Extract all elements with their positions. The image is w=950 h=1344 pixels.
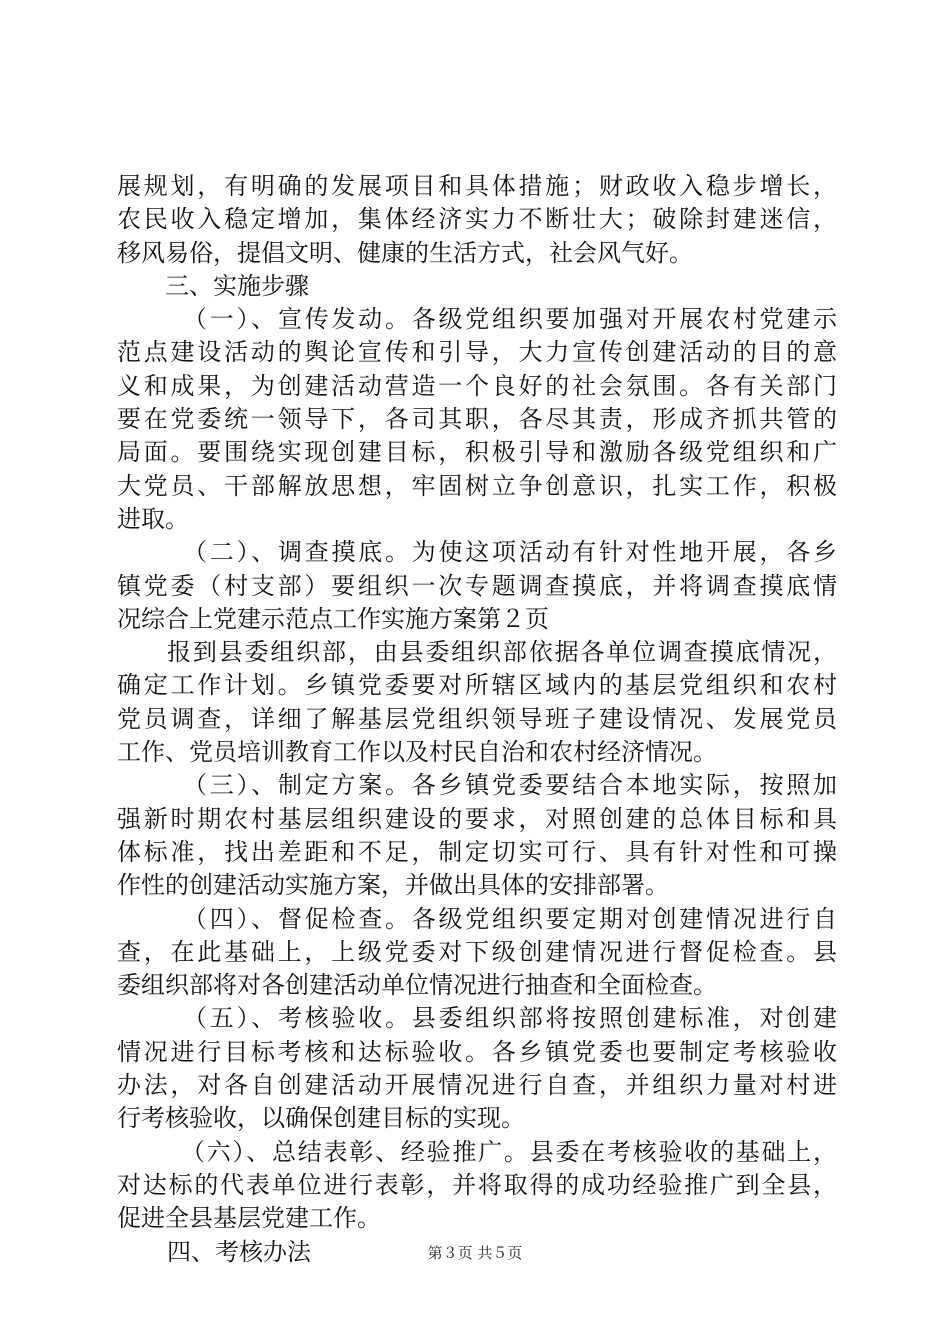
text-line: 行考核验收，以确保创建目标的实现。: [117, 1104, 525, 1133]
document-body: [117, 170, 837, 1269]
text-line: 范点建设活动的舆论宣传和引导，大力宣传创建活动的目的意: [117, 338, 837, 367]
text-line: 确定工作计划。乡镇党委要对所辖区域内的基层党组织和农村: [117, 671, 837, 700]
text-line: 局面。要围绕实现创建目标，积极引导和激励各级党组织和广: [117, 438, 837, 467]
section-heading: 三、实施步骤: [165, 271, 309, 300]
text-line: 强新时期农村基层组织建设的要求，对照创建的总体目标和具: [117, 804, 837, 833]
section-heading: 四、考核办法: [167, 1237, 311, 1266]
text-line: 查，在此基础上，上级党委对下级创建情况进行督促检查。县: [117, 937, 837, 966]
text-line: 大党员、干部解放思想，牢固树立争创意识，扎实工作，积极: [117, 471, 837, 500]
text-line: 体标准，找出差距和不足，制定切实可行、具有针对性和可操: [117, 837, 837, 866]
text-line: 要在党委统一领导下，各司其职，各尽其责，形成齐抓共管的: [117, 405, 837, 434]
text-line: 进取。: [117, 504, 189, 533]
text-line: 移风易俗，提倡文明、健康的生活方式，社会风气好。: [117, 238, 693, 267]
text-line: 对达标的代表单位进行表彰，并将取得的成功经验推广到全县，: [117, 1170, 837, 1199]
text-line: 委组织部将对各创建活动单位情况进行抽查和全面检查。: [117, 971, 717, 1000]
paragraph-start: （二）、调查摸底。为使这项活动有针对性地开展，各乡: [183, 538, 837, 567]
text-line: 工作、党员培训教育工作以及村民自治和农村经济情况。: [117, 738, 717, 767]
text-line: 作性的创建活动实施方案，并做出具体的安排部署。: [117, 871, 669, 900]
page-number-label: 第３页 共５页: [427, 1244, 523, 1262]
text-line: 况综合上党建示范点工作实施方案第２页: [117, 604, 549, 633]
text-line: 义和成果，为创建活动营造一个良好的社会氛围。各有关部门: [117, 371, 837, 400]
text-line: 促进全县基层党建工作。: [117, 1204, 381, 1233]
text-line: 党员调查，详细了解基层党组织领导班子建设情况、发展党员: [117, 704, 837, 733]
page-footer: [0, 1243, 950, 1263]
paragraph-start: 报到县委组织部，由县委组织部依据各单位调查摸底情况，: [167, 638, 837, 667]
paragraph-start: （四）、督促检查。各级党组织要定期对创建情况进行自: [183, 904, 837, 933]
text-line: 情况进行目标考核和达标验收。各乡镇党委也要制定考核验收: [117, 1037, 837, 1066]
paragraph-start: （六）、总结表彰、经验推广。县委在考核验收的基础上，: [181, 1137, 837, 1166]
text-line: 农民收入稳定增加，集体经济实力不断壮大；破除封建迷信，: [117, 205, 837, 234]
text-line: 镇党委（村支部）要组织一次专题调查摸底，并将调查摸底情: [117, 571, 837, 600]
text-line: 展规划，有明确的发展项目和具体措施；财政收入稳步增长，: [117, 172, 837, 200]
paragraph-start: （一）、宣传发动。各级党组织要加强对开展农村党建示: [183, 305, 837, 334]
text-line: 办法，对各自创建活动开展情况进行自查，并组织力量对村进: [117, 1071, 837, 1100]
paragraph-start: （五）、考核验收。县委组织部将按照创建标准，对创建: [183, 1004, 837, 1033]
paragraph-start: （三）、制定方案。各乡镇党委要结合本地实际，按照加: [183, 771, 837, 800]
